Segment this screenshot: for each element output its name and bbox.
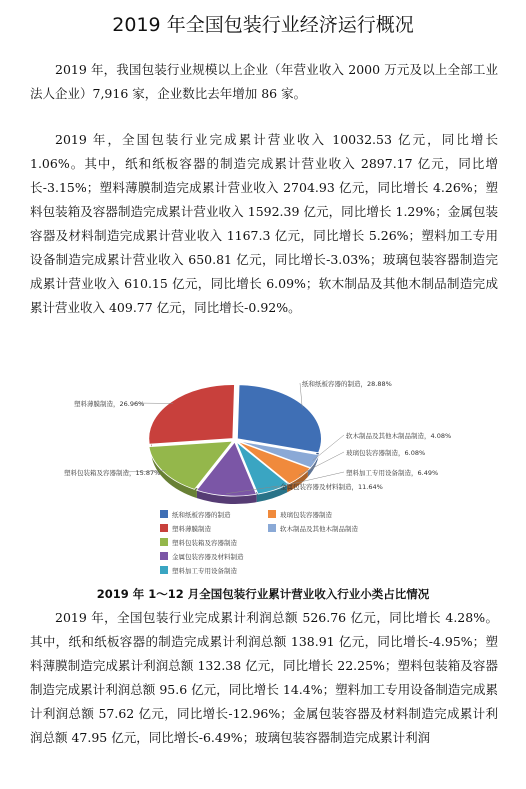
legend-swatch (160, 566, 168, 574)
data-label: 玻璃包装容器制造，6.08% (346, 449, 426, 457)
chart-caption: 2019 年 1～12 月全国包装行业累计营业收入行业小类占比情况 (96, 587, 430, 601)
paragraph-revenue (30, 128, 498, 320)
legend-swatch (268, 510, 276, 518)
paragraph-text: 2019 年，全国包装行业完成累计营业收入 10032.53 亿元，同比增长 1.06%。其中，纸和纸板容器的制造完成累计营业收入 2897.17 亿元，同比增长-3.15%；塑料薄膜制造完成累计营业收入 2704.93 亿元，同比增长 4.26%；塑料包装箱及容器制造完成累计营业收入 1592.39 亿元，同比增长 1.29%；金属包装容器及材料制造完成累计营业收入 1167.3 亿元，同比增长 5.26%；塑料加工专用设备制造完成累计营业收入 650.81 亿元，同比增长-3.03%；玻璃包装容器制造完成累计营业收入 610.15 亿元，同比增长 6.09%；软木制品及其他木制品制造完成累计营业收入 409.77 亿元，同比增长-0.92%。 (30, 132, 498, 315)
data-label: 塑料包装箱及容器制造，15.87% (64, 469, 161, 477)
paragraph-text: 2019 年，我国包装行业规模以上企业（年营业收入 2000 万元及以上全部工业法人企业）7,916 家，企业数比去年增加 86 家。 (30, 62, 498, 101)
legend-swatch (268, 524, 276, 532)
paragraph-company-count (30, 58, 498, 106)
legend-label: 玻璃包装容器制造 (280, 511, 332, 519)
legend-label: 软木制品及其他木制品制造 (280, 525, 358, 533)
data-label: 软木制品及其他木制品制造，4.08% (346, 432, 452, 440)
data-label: 金属包装容器及材料制造，11.64% (280, 483, 383, 491)
legend-label: 塑料加工专用设备制造 (172, 567, 237, 575)
legend-swatch (160, 538, 168, 546)
legend-swatch (160, 524, 168, 532)
data-label: 塑料薄膜制造，26.96% (74, 400, 145, 408)
data-label: 纸和纸板容器的制造，28.88% (302, 380, 392, 388)
data-label: 塑料加工专用设备制造，6.49% (346, 469, 439, 477)
page-title: 2019 年全国包装行业经济运行概况 (112, 14, 414, 36)
legend-label: 金属包装容器及材料制造 (172, 553, 244, 561)
legend-label: 纸和纸板容器的制造 (172, 511, 231, 519)
legend-swatch (160, 552, 168, 560)
paragraph-profit (30, 606, 498, 750)
paragraph-text: 2019 年，全国包装行业完成累计利润总额 526.76 亿元，同比增长 4.28%。其中，纸和纸板容器的制造完成累计利润总额 138.91 亿元，同比增长-4.95%；塑料薄膜制造完成累计利润总额 132.38 亿元，同比增长 22.25%；塑料包装箱及容器制造完成累计利润总额 95.6 亿元，同比增长 14.4%；塑料加工专用设备制造完成累计利润总额 57.62 亿元，同比增长-12.96%；金属包装容器及材料制造完成累计利润总额 47.95 亿元，同比增长-6.49%；玻璃包装容器制造完成累计利润 (30, 610, 498, 745)
legend-label: 塑料薄膜制造 (172, 525, 211, 533)
revenue-share-pie-chart (64, 372, 486, 584)
legend-label: 塑料包装箱及容器制造 (172, 539, 237, 547)
legend-swatch (160, 510, 168, 518)
pie-slice-6 (149, 385, 235, 445)
